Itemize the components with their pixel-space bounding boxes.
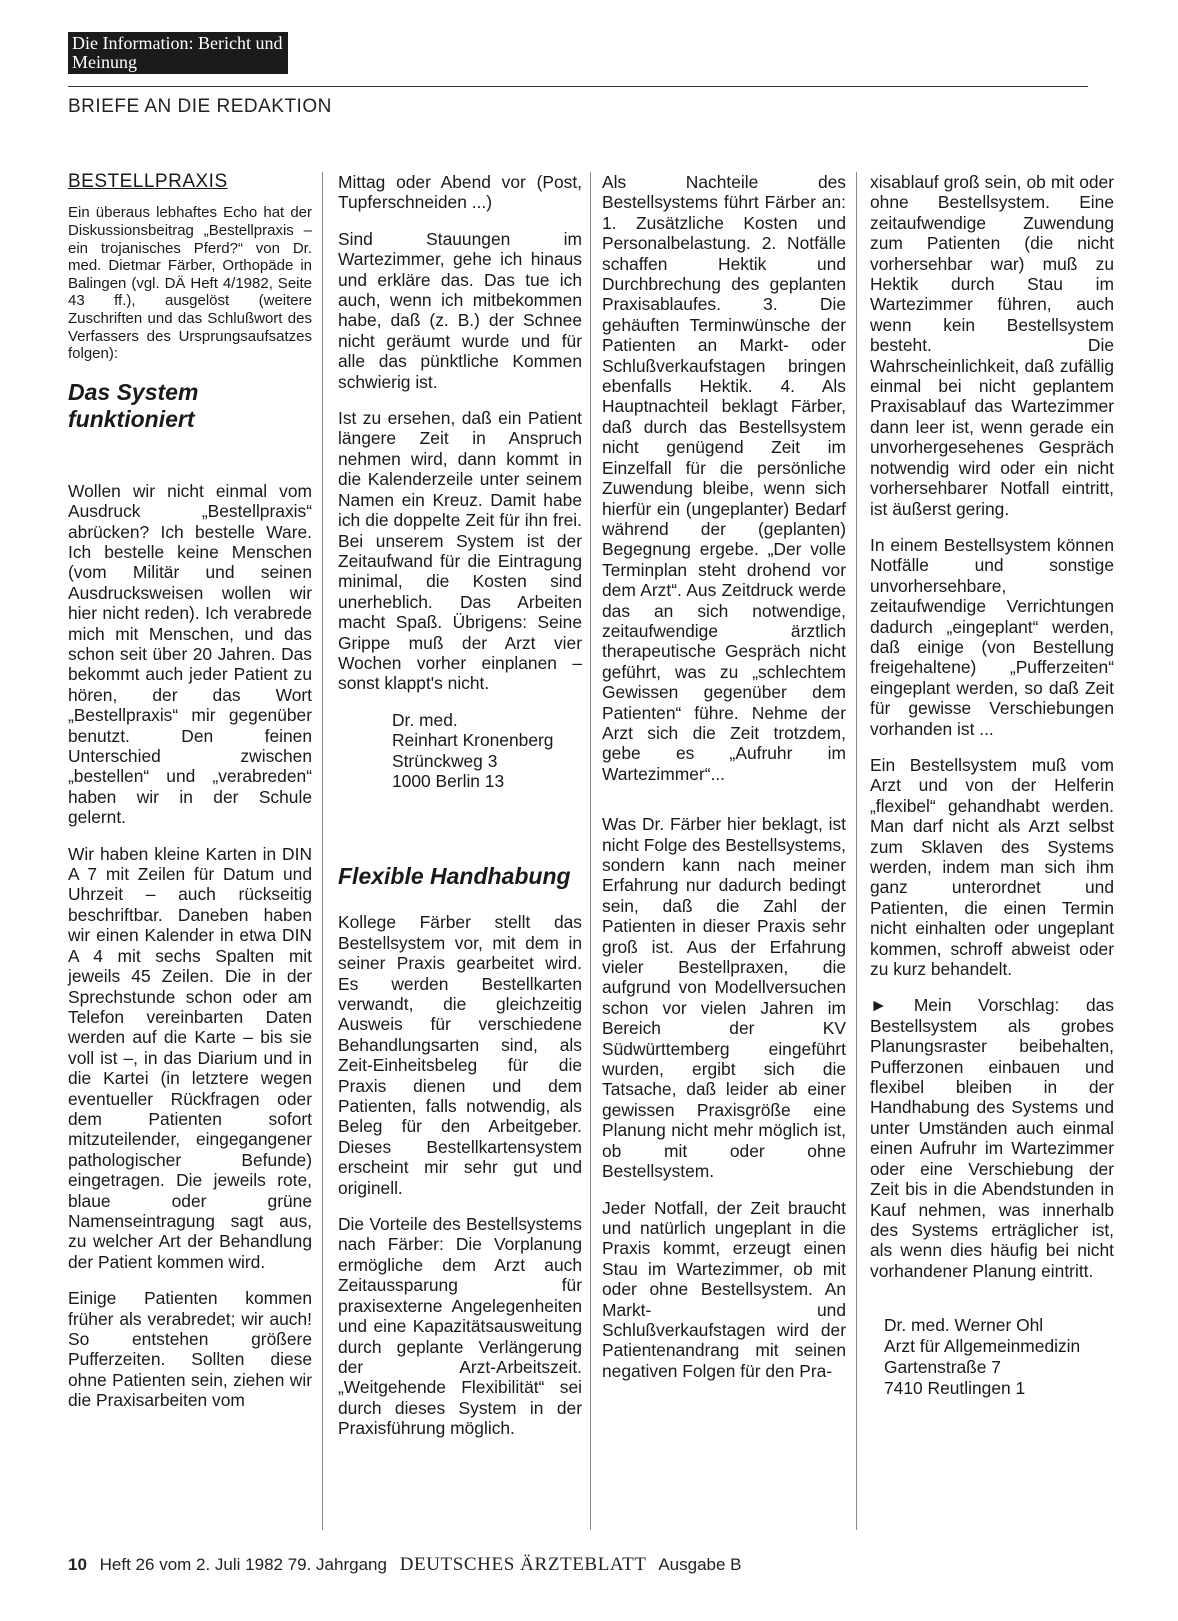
column-2 bbox=[338, 172, 582, 1455]
signature-line: Gartenstraße 7 bbox=[884, 1357, 1001, 1378]
paragraph: ► Mein Vorschlag: das Bestellsystem als grobes Planungsraster beibehalten, Pufferzonen einbauen und flexibel bleiben in der Handhabung des Systems und unter Umständen auch einmal einen Aufruhr im Wartezimmer oder eine Verschiebung der Zeit bis in die Abendstunden in Kauf nehmen, was innerhalb des Systems erträglicher ist, als wenn dies häufig bei nicht vorhandener Planung eintritt. bbox=[870, 995, 1114, 1281]
masthead: DEUTSCHES ÄRZTEBLATT bbox=[399, 1554, 647, 1575]
signature-line: Arzt für Allgemeinmedizin bbox=[884, 1336, 1081, 1357]
paragraph: Kollege Färber stellt das Bestellsystem vor, mit dem in seiner Praxis gearbeitet wird. Es werden Bestellkarten verwandt, die gleichzeitig Ausweis für verschiedene Behandlungsarten sind, als Zeit-Einheitsbeleg für die Praxis dienen und dem Patienten, falls notwendig, als Beleg für den Arbeitgeber. Dieses Bestellkartensystem erscheint mir sehr gut und originell. bbox=[338, 912, 582, 1198]
column-4 bbox=[870, 172, 1114, 1399]
kicker: BESTELLPRAXIS bbox=[68, 171, 228, 192]
signature-line: 1000 Berlin 13 bbox=[392, 770, 505, 791]
edition: Ausgabe B bbox=[658, 1555, 742, 1574]
signature-line: Dr. med. bbox=[392, 709, 458, 730]
header-rule bbox=[68, 86, 1088, 87]
paragraph: Ein Bestellsystem muß vom Arzt und von der Helferin „flexibel“ gehandhabt werden. Man darf nicht als Arzt selbst zum Sklaven des Systems werden, indem man sich ihm ganz unterordnet und Patienten, die einen Termin nicht einhalten oder ungeplant kommen, schroff abweist oder zu kurz behandelt. bbox=[870, 754, 1114, 980]
paragraph: Wollen wir nicht einmal vom Ausdruck „Bestellpraxis“ abrücken? Ich bestelle Ware. Ich bestelle keine Menschen (vom Militär und seinen Ausdrucksweisen wollen wir hier nicht reden). Ich verabrede mich mit Menschen, und das schon seit über 20 Jahren. Das bekommt auch jeder Patient zu hören, der das Wort „Bestellpraxis“ mir gegenüber benutzt. Den feinen Unterschied zwischen „bestellen“ und „verabreden“ haben wir in der Schule gelernt. bbox=[68, 480, 312, 828]
paragraph: Wir haben kleine Karten in DIN A 7 mit Zeilen für Datum und Uhrzeit – auch rückseitig beschriftbar. Daneben haben wir einen Kalender in etwa DIN A 4 mit sechs Spalten mit jeweils 45 Zeilen. Die in der Sprechstunde schon oder am Telefon vereinbarten Daten werden auf die Karte – bis sie voll ist –, in das Diarium und in die Kartei (in letztere wegen eventueller Rückfragen oder dem Patienten sofort mitzuteilender, eingegangener pathologischer Befunde) eingetragen. Die jeweils rote, blaue oder grüne Namenseintragung sagt aus, zu welcher Art der Behandlung der Patient kommen wird. bbox=[68, 843, 312, 1272]
page-footer bbox=[68, 1554, 742, 1576]
paragraph: In einem Bestellsystem können Notfälle und sonstige unvorhersehbare, zeitaufwendige Verrichtungen dadurch „eingeplant“ werden, daß einige (von Bestellung freigehaltene) „Pufferzeiten“ eingeplant werden, so daß Zeit für gewisse Verschiebungen vorhanden ist ... bbox=[870, 534, 1114, 739]
paragraph: Sind Stauungen im Wartezimmer, gehe ich hinaus und erkläre das. Das tue ich auch, wenn ich mitbekommen habe, daß (z. B.) der Schnee nicht geräumt wurde und für alle das pünktliche Kommen schwierig ist. bbox=[338, 228, 582, 392]
column-3 bbox=[602, 172, 846, 1397]
paragraph: Als Nachteile des Bestellsystems führt Färber an: 1. Zusätzliche Kosten und Personalbelastung. 2. Notfälle schaffen Hektik und Durchbrechung des geplanten Praxisablaufes. 3. Die gehäuften Terminwünsche der Patienten an Markt- oder Schlußverkaufstagen bringen ebenfalls Hektik. 4. Als Hauptnachteil beklagt Färber, daß durch das Bestellsystem nicht genügend Zeit im Einzelfall für die persönliche Zuwendung bleibe, wenn sich hierfür ein (ungeplanter) Bedarf während der (geplanten) Begegnung ergebe. „Der volle Terminplan steht drohend vor dem Arzt“. Aus Zeitdruck werde das an sich notwendige, zeitaufwendige ärztlich therapeutische Gespräch nicht geführt, was zu „schlechtem Gewissen gegenüber dem Patienten“ führe. Nehme der Arzt sich die Zeit trotzdem, gebe es „Aufruhr im Wartezimmer“... bbox=[602, 172, 846, 784]
intro-text: Ein überaus lebhaftes Echo hat der Diskussionsbeitrag „Bestellpraxis – ein trojanisches Pferd?“ von Dr. med. Dietmar Färber, Orthopäde in Balingen (vgl. DÄ Heft 4/1982, Seite 43 ff.), ausgelöst (weitere Zuschriften und das Schlußwort des Verfassers des Ursprungsaufsatzes folgen): bbox=[68, 204, 312, 363]
paragraph: Die Vorteile des Bestellsystems nach Färber: Die Vorplanung ermögliche dem Arzt auch Zeitaussparung für praxisexterne Angelegenheiten und eine Kapazitätsausweitung durch geplante Verlängerung der Arzt-Arbeitszeit. „Weitgehende Flexibilität“ sei durch dieses System in der Praxisführung möglich. bbox=[338, 1214, 582, 1439]
page-number: 10 bbox=[68, 1555, 87, 1574]
rubric-title: BRIEFE AN DIE REDAKTION bbox=[68, 96, 332, 117]
column-divider bbox=[856, 172, 857, 1530]
paragraph: Einige Patienten kommen früher als verabredet; wir auch! So entstehen größere Pufferzeiten. Sollten diese ohne Patienten sein, ziehen wir die Praxisarbeiten vom bbox=[68, 1288, 312, 1411]
paragraph: Mittag oder Abend vor (Post, Tupferschneiden ...) bbox=[338, 172, 582, 213]
paragraph: Was Dr. Färber hier beklagt, ist nicht Folge des Bestellsystems, sondern kann nach meiner Erfahrung nur dadurch bedingt sein, daß die Zahl der Patienten in dieser Praxis sehr groß ist. Aus der Erfahrung vieler Bestellpraxen, die aufgrund von Modellversuchen schon vor vielen Jahren im Bereich der KV Südwürttemberg eingeführt wurden, ergibt sich die Tatsache, daß leider ab einer gewissen Praxisgröße eine Planung nicht mehr möglich ist, ob mit oder ohne Bestellsystem. bbox=[602, 814, 846, 1182]
letter-2-signature bbox=[870, 1315, 1114, 1399]
signature-line: 7410 Reutlingen 1 bbox=[884, 1378, 1026, 1399]
column-divider bbox=[322, 172, 323, 1530]
paragraph: Ist zu ersehen, daß ein Patient längere Zeit in Anspruch nehmen wird, dann kommt in die Kalenderzeile unter seinem Namen ein Kreuz. Damit habe ich die doppelte Zeit für ihn frei. Bei unserem System ist der Zeitaufwand für die Eintragung minimal, die Kosten sind unerheblich. Das Arbeiten macht Spaß. Übrigens: Seine Grippe muß der Arzt vier Wochen vorher einplanen – sonst klappt's nicht. bbox=[338, 408, 582, 694]
signature-line: Reinhart Kronenberg bbox=[392, 730, 554, 751]
signature-line: Strünckweg 3 bbox=[392, 750, 498, 771]
section-label: Die Information: Bericht und Meinung bbox=[68, 32, 288, 74]
signature-line: Dr. med. Werner Ohl bbox=[884, 1315, 1044, 1336]
column-divider bbox=[590, 172, 591, 1530]
issue-info: Heft 26 vom 2. Juli 1982 79. Jahrgang bbox=[99, 1555, 387, 1574]
paragraph: Jeder Notfall, der Zeit braucht und natürlich ungeplant in die Praxis kommt, erzeugt einen Stau im Wartezimmer, ob mit oder ohne Bestellsystem. An Markt- und Schlußverkaufstagen wird der Patientenandrang mit seinen negativen Folgen für den Pra- bbox=[602, 1197, 846, 1381]
column-1 bbox=[68, 172, 312, 1427]
paragraph: xisablauf groß sein, ob mit oder ohne Bestellsystem. Eine zeitaufwendige Zuwendung zum Patienten (die nicht vorhersehbar war) muß zu Hektik durch Stau im Wartezimmer führen, auch wenn kein Bestellsystem besteht. Die Wahrscheinlichkeit, daß zufällig einmal bei nicht geplantem Praxisablauf das Wartezimmer dann leer ist, wenn gerade ein unvorhergesehenes Gespräch notwendig wird oder ein nicht vorhersehbarer Notfall eintritt, ist äußerst gering. bbox=[870, 172, 1114, 519]
letter-1-signature bbox=[338, 710, 582, 792]
letter-2-headline: Flexible Handhabung bbox=[338, 863, 571, 890]
letter-1-headline: Das System funktioniert bbox=[68, 378, 199, 432]
